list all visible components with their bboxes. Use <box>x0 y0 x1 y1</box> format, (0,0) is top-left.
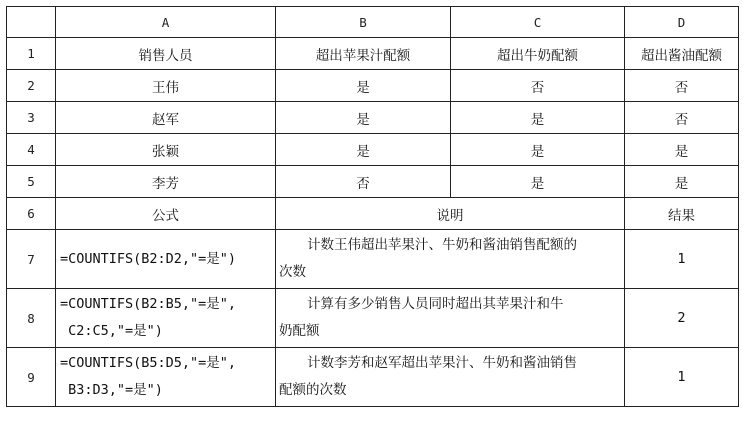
cell-a4[interactable]: 张颖 <box>56 134 276 166</box>
cell-d9-result[interactable]: 1 <box>625 348 739 407</box>
cell-b4[interactable]: 是 <box>276 134 451 166</box>
spreadsheet-table <box>6 6 739 407</box>
formula-line-1: =COUNTIFS(B2:B5,"=是", <box>60 296 237 312</box>
formula-line-1: =COUNTIFS(B5:D5,"=是", <box>60 355 237 371</box>
row-header-1[interactable]: 1 <box>7 38 56 70</box>
row-header-6[interactable]: 6 <box>7 198 56 230</box>
column-header-row <box>7 7 739 38</box>
row-header-3[interactable]: 3 <box>7 102 56 134</box>
cell-b6-description-header[interactable]: 说明 <box>276 198 625 230</box>
table-row <box>7 166 739 198</box>
corner-cell[interactable] <box>7 7 56 38</box>
column-header-d[interactable]: D <box>625 7 739 38</box>
cell-a2[interactable]: 王伟 <box>56 70 276 102</box>
table-row <box>7 289 739 348</box>
cell-b5[interactable]: 否 <box>276 166 451 198</box>
table-row <box>7 102 739 134</box>
row-header-7[interactable]: 7 <box>7 230 56 289</box>
row-header-8[interactable]: 8 <box>7 289 56 348</box>
cell-d3[interactable]: 否 <box>625 102 739 134</box>
formula-text: =COUNTIFS(B2:D2,"=是") <box>60 250 237 267</box>
cell-a5[interactable]: 李芳 <box>56 166 276 198</box>
cell-c5[interactable]: 是 <box>451 166 625 198</box>
formula-line-2: C2:C5,"=是") <box>60 323 163 339</box>
description-line-1: 计算有多少销售人员同时超出其苹果汁和牛 <box>307 296 564 312</box>
cell-b2[interactable]: 是 <box>276 70 451 102</box>
description-line-2: 奶配额 <box>279 323 320 339</box>
table-row <box>7 134 739 166</box>
formula-line-2: B3:D3,"=是") <box>60 382 163 398</box>
cell-a6-formula-header[interactable]: 公式 <box>56 198 276 230</box>
cell-d1[interactable]: 超出酱油配额 <box>625 38 739 70</box>
column-header-b[interactable]: B <box>276 7 451 38</box>
table-row <box>7 70 739 102</box>
column-header-c[interactable]: C <box>451 7 625 38</box>
cell-b7-description[interactable] <box>276 230 625 289</box>
cell-c3[interactable]: 是 <box>451 102 625 134</box>
description-line-2: 次数 <box>279 264 306 280</box>
cell-a3[interactable]: 赵军 <box>56 102 276 134</box>
cell-c1[interactable]: 超出牛奶配额 <box>451 38 625 70</box>
table-row <box>7 198 739 230</box>
cell-c2[interactable]: 否 <box>451 70 625 102</box>
table-row <box>7 230 739 289</box>
row-header-4[interactable]: 4 <box>7 134 56 166</box>
row-header-2[interactable]: 2 <box>7 70 56 102</box>
cell-b9-description[interactable] <box>276 348 625 407</box>
row-header-9[interactable]: 9 <box>7 348 56 407</box>
column-header-a[interactable]: A <box>56 7 276 38</box>
table-row <box>7 348 739 407</box>
cell-d8-result[interactable]: 2 <box>625 289 739 348</box>
row-header-5[interactable]: 5 <box>7 166 56 198</box>
cell-a1[interactable]: 销售人员 <box>56 38 276 70</box>
cell-d7-result[interactable]: 1 <box>625 230 739 289</box>
cell-d6-result-header[interactable]: 结果 <box>625 198 739 230</box>
cell-d2[interactable]: 否 <box>625 70 739 102</box>
cell-b3[interactable]: 是 <box>276 102 451 134</box>
description-line-1: 计数王伟超出苹果汁、牛奶和酱油销售配额的 <box>307 237 577 253</box>
description-line-2: 配额的次数 <box>279 382 347 398</box>
description-line-1: 计数李芳和赵军超出苹果汁、牛奶和酱油销售 <box>307 355 577 371</box>
cell-c4[interactable]: 是 <box>451 134 625 166</box>
cell-d5[interactable]: 是 <box>625 166 739 198</box>
cell-a7-formula[interactable] <box>56 230 276 289</box>
cell-d4[interactable]: 是 <box>625 134 739 166</box>
cell-a9-formula[interactable] <box>56 348 276 407</box>
cell-b1[interactable]: 超出苹果汁配额 <box>276 38 451 70</box>
table-row <box>7 38 739 70</box>
cell-a8-formula[interactable] <box>56 289 276 348</box>
cell-b8-description[interactable] <box>276 289 625 348</box>
